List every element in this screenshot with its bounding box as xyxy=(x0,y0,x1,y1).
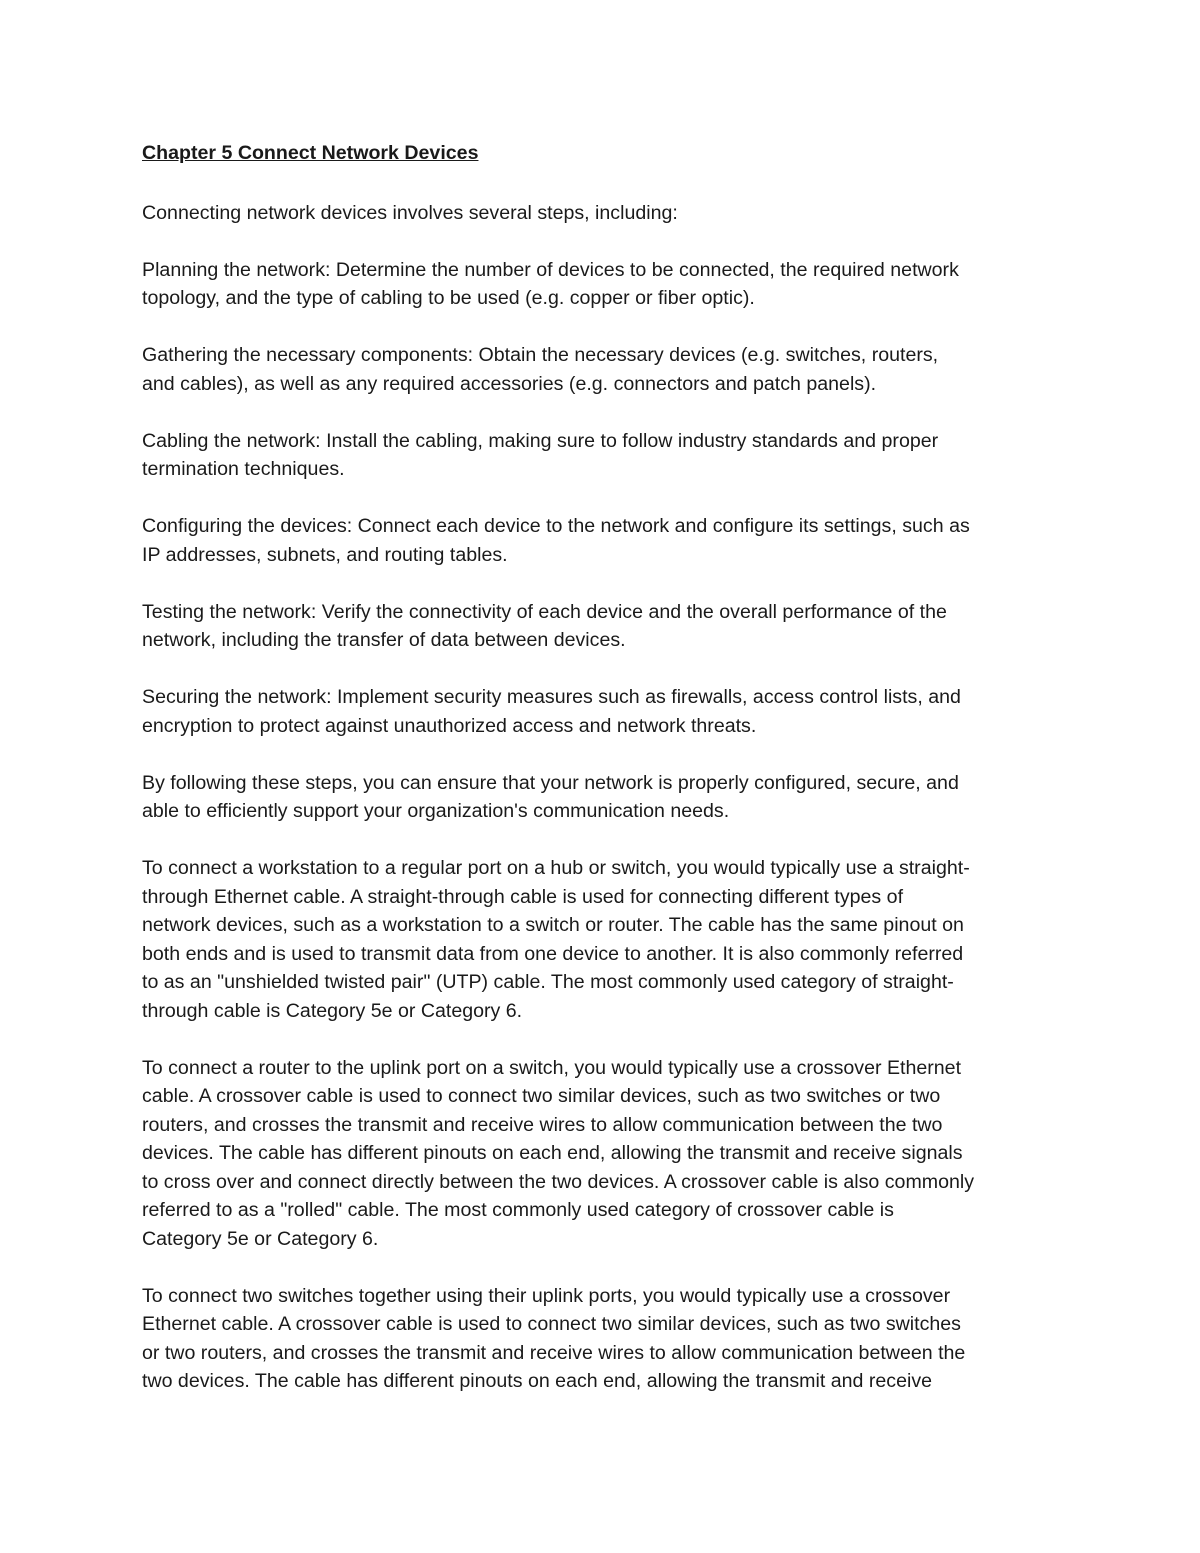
paragraph-line: both ends and is used to transmit data from one device to another. It is also commonly referred xyxy=(142,942,964,965)
paragraph-line: network devices, such as a workstation to a switch or router. The cable has the same pinout on xyxy=(142,914,964,936)
paragraph-line: Ethernet cable. A crossover cable is used to connect two similar devices, such as two switches xyxy=(142,1313,961,1335)
paragraph-line: able to efficiently support your organization's communication needs. xyxy=(142,800,730,822)
chapter-title: Chapter 5 Connect Network Devices xyxy=(142,142,479,164)
paragraph xyxy=(142,1054,1060,1254)
paragraph xyxy=(142,854,1060,1025)
paragraph-line: By following these steps, you can ensure that your network is properly configured, secure, and xyxy=(142,771,959,794)
paragraph-line: termination techniques. xyxy=(142,458,345,480)
paragraph-list xyxy=(142,199,1060,1396)
paragraph-line: IP addresses, subnets, and routing tables. xyxy=(142,543,508,566)
paragraph-line: and cables), as well as any required accessories (e.g. connectors and patch panels). xyxy=(142,372,877,395)
paragraph-line: or two routers, and crosses the transmit and receive wires to allow communication between the xyxy=(142,1341,966,1364)
paragraph-line: through Ethernet cable. A straight-through cable is used for connecting different types of xyxy=(142,885,904,908)
paragraph-line: To connect a workstation to a regular port on a hub or switch, you would typically use a straight- xyxy=(142,857,970,879)
paragraph xyxy=(142,683,1060,740)
paragraph xyxy=(142,199,1060,228)
paragraph xyxy=(142,427,1060,484)
paragraph-line: Planning the network: Determine the number of devices to be connected, the required network xyxy=(142,258,959,281)
document-body xyxy=(142,136,1060,1424)
paragraph-line: encryption to protect against unauthorized access and network threats. xyxy=(142,714,757,737)
paragraph-line: through cable is Category 5e or Category 6. xyxy=(142,999,523,1022)
paragraph-line: Gathering the necessary components: Obtain the necessary devices (e.g. switches, routers, xyxy=(142,344,939,366)
paragraph-line: network, including the transfer of data between devices. xyxy=(142,629,626,651)
paragraph-line: two devices. The cable has different pinouts on each end, allowing the transmit and receive xyxy=(142,1370,933,1392)
paragraph xyxy=(142,769,1060,826)
paragraph xyxy=(142,341,1060,398)
paragraph-line: Category 5e or Category 6. xyxy=(142,1227,379,1250)
paragraph-line: topology, and the type of cabling to be used (e.g. copper or fiber optic). xyxy=(142,287,755,309)
paragraph-line: devices. The cable has different pinouts on each end, allowing the transmit and receive signals xyxy=(142,1142,963,1164)
paragraph-line: Cabling the network: Install the cabling, making sure to follow industry standards and proper xyxy=(142,429,939,452)
paragraph-line: Connecting network devices involves several steps, including: xyxy=(142,201,678,224)
paragraph xyxy=(142,256,1060,313)
paragraph-line: cable. A crossover cable is used to connect two similar devices, such as two switches or two xyxy=(142,1085,941,1107)
paragraph-line: To connect a router to the uplink port on a switch, you would typically use a crossover Ethernet xyxy=(142,1056,962,1079)
paragraph-line: referred to as a "rolled" cable. The most commonly used category of crossover cable is xyxy=(142,1199,894,1221)
paragraph-line: To connect two switches together using their uplink ports, you would typically use a crossover xyxy=(142,1284,951,1307)
paragraph-line: Testing the network: Verify the connectivity of each device and the overall performance of the xyxy=(142,600,947,623)
paragraph xyxy=(142,1282,1060,1396)
paragraph-line: Securing the network: Implement security measures such as firewalls, access control lists, and xyxy=(142,686,961,708)
paragraph-line: to cross over and connect directly between the two devices. A crossover cable is also commonly xyxy=(142,1170,975,1193)
paragraph xyxy=(142,598,1060,655)
paragraph-line: to as an "unshielded twisted pair" (UTP) cable. The most commonly used category of straight- xyxy=(142,971,954,993)
paragraph xyxy=(142,512,1060,569)
paragraph-line: routers, and crosses the transmit and receive wires to allow communication between the two xyxy=(142,1113,943,1136)
paragraph-line: Configuring the devices: Connect each device to the network and configure its settings, such as xyxy=(142,515,970,537)
